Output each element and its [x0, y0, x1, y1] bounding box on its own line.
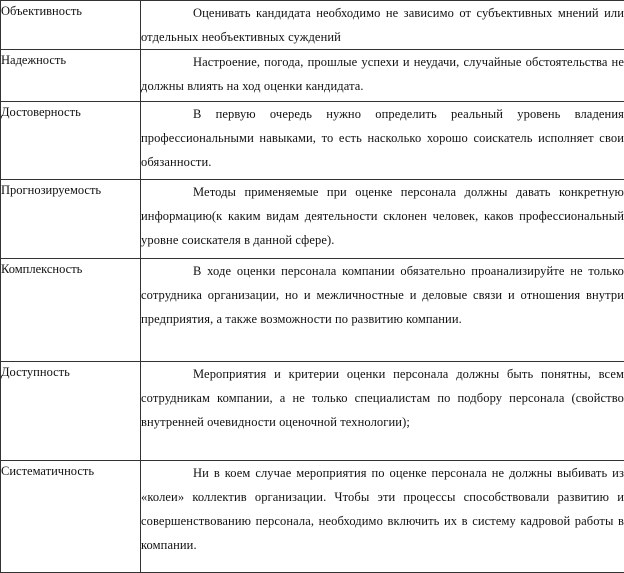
table-row	[1, 259, 624, 362]
criterion-name: Надежность	[1, 50, 141, 102]
criterion-name: Достоверность	[1, 102, 141, 180]
criterion-name: Объективность	[1, 1, 141, 50]
criterion-description: В первую очередь нужно определить реальный уровень владения профессиональными навыками, то есть насколько хорошо соискатель исполняет свои обязанности.	[141, 102, 624, 180]
table-row	[1, 461, 624, 573]
criterion-description: Ни в коем случае мероприятия по оценке персонала не должны выбивать из «колеи» коллектив организации. Чтобы эти процессы способствовали развитию и совершенствованию персонала, необходимо включить их в систему кадровой работы в компании.	[141, 461, 624, 573]
criterion-name: Доступность	[1, 362, 141, 461]
criterion-description: Оценивать кандидата необходимо не зависимо от субъективных мнений или отдельных необъективных суждений	[141, 1, 624, 50]
table-row	[1, 180, 624, 259]
criterion-name: Комплексность	[1, 259, 141, 362]
criterion-description: Настроение, погода, прошлые успехи и неудачи, случайные обстоятельства не должны влиять на ход оценки кандидата.	[141, 50, 624, 102]
criterion-description: В ходе оценки персонала компании обязательно проанализируйте не только сотрудника организации, но и межличностные и деловые связи и отношения внутри предприятия, а также возможности по развитию компании.	[141, 259, 624, 362]
criterion-description: Мероприятия и критерии оценки персонала должны быть понятны, всем сотрудникам компании, а не только специалистам по подбору персонала (свойство внутренней очевидности оценочной технологии);	[141, 362, 624, 461]
table-row	[1, 1, 624, 50]
criterion-name: Прогнозируемость	[1, 180, 141, 259]
table-row	[1, 50, 624, 102]
table-row	[1, 102, 624, 180]
table-row	[1, 362, 624, 461]
criterion-description: Методы применяемые при оценке персонала должны давать конкретную информацию(к каким видам деятельности склонен человек, каков профессиональный уровне соискателя в данной сфере).	[141, 180, 624, 259]
criterion-name: Систематичность	[1, 461, 141, 573]
